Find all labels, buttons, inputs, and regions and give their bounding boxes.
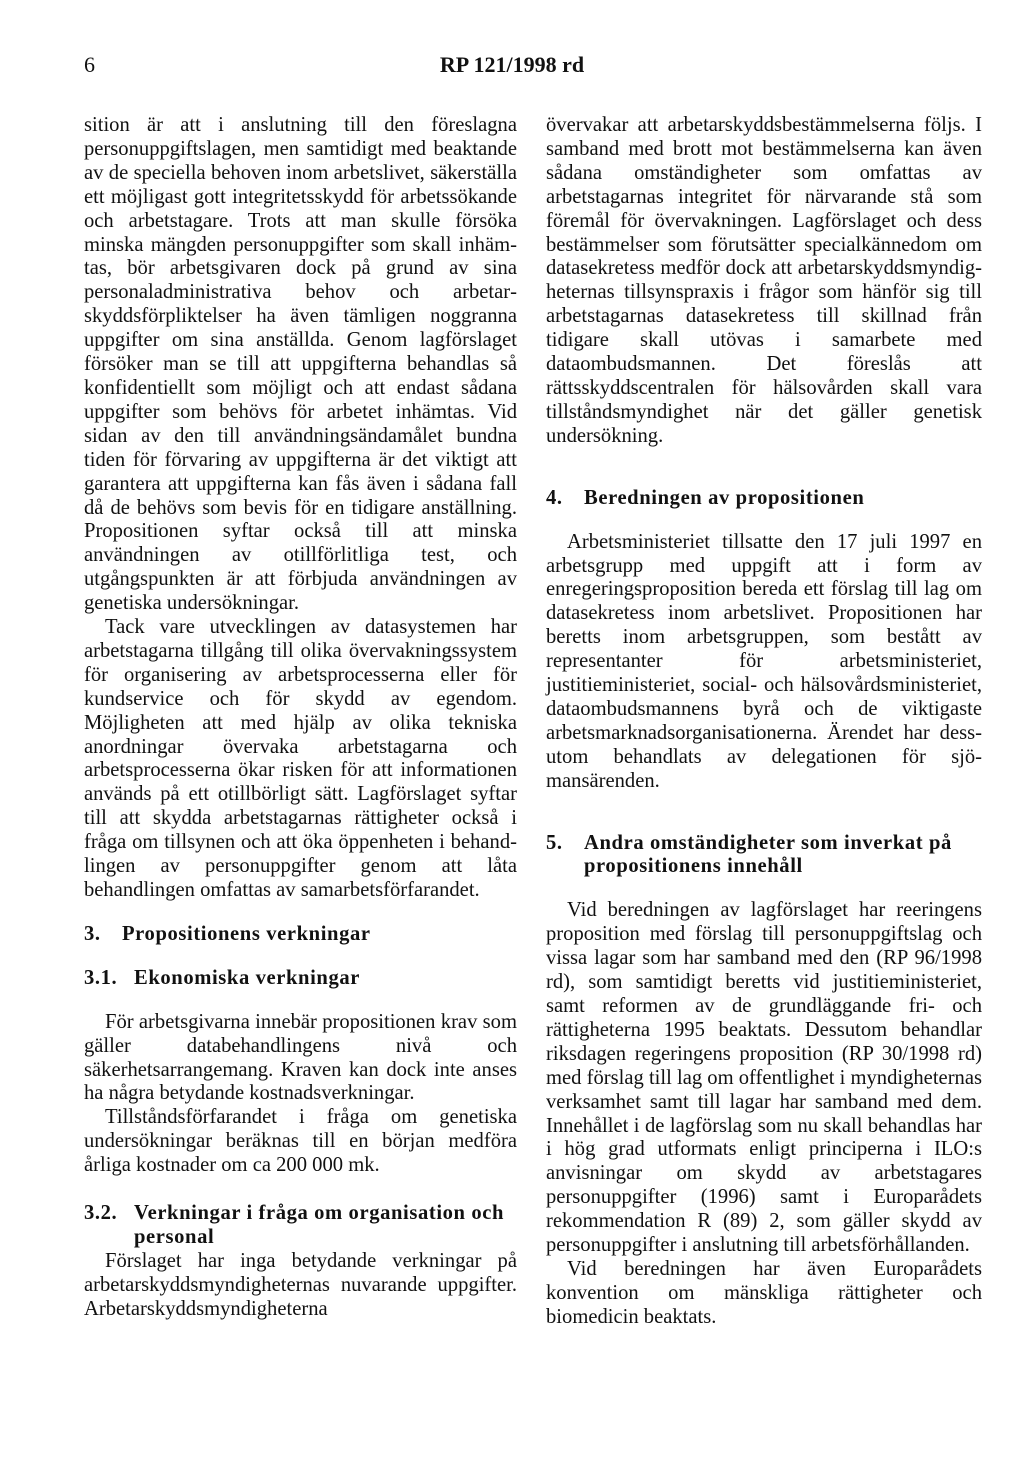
section-heading-5 [546, 832, 982, 880]
section-heading-3 [84, 923, 517, 947]
running-head: RP 121/1998 rd [439, 52, 585, 77]
section-number: 3. [84, 922, 101, 945]
section-number: 3.2. [84, 1202, 118, 1225]
paragraph: Tillståndsförfarandet i fråga om genetiska undersökningar beräknas till en början medföra årliga kostnader om ca 200 000 mk. [84, 1106, 517, 1177]
paragraph: övervakar att arbetarskyddsbestämmelserna följs. I samband med brott mot bestämmelserna kan även sådana omständigheter som omfattas av arbetstagarnas integritet för närvarande stå som föremål för övervakningen. Lagförslaget och dess bestämmelser som förutsätter specialkännedom om datasekretess medför dock att arbetarskyddsmyndigheternas tillsynspraxis i frågor som hänför sig till arbetstagarnas datasekretess till skillnad från tidigare skall utövas i samarbete med dataombudsmannen. Det föreslås att rättsskyddscentralen för hälsovården skall vara tillståndsmyndighet när det gäller genetisk undersökning. [546, 114, 982, 447]
section-title: Beredningen av propositionen [584, 486, 865, 509]
section-heading-3-1 [84, 967, 517, 991]
section-title: Ekonomiska verkningar [134, 966, 361, 989]
section-number: 4. [546, 486, 563, 509]
paragraph: Vid beredningen av lagförslaget har reeringens proposition med förslag till personuppgiftslag och vissa lagar som har samband med den (RP 96/1998 rd), som samtidigt beretts vid justitieministeriet, samt reformen av de grundläggande fri- och rättigheterna 1995 beaktats. Dessutom behandlar riksdagen regeringens proposition (RP 30/1998 rd) med förslag till lag om offentlighet i myndigheternas verksamhet samt till lagar har samband med dem. Innehållet i de lagförslag som nu skall behandlas har i hög grad utformats enligt principerna i ILO:s anvisningar om skydd av arbetstagares personuppgifter (1996) samt i Europarådets rekommendation R (89) 2, som gäller skydd av personuppgifter i anslutning till arbetsförhållanden. [546, 899, 982, 1257]
page-number: 6 [84, 52, 95, 77]
paragraph: För arbetsgivarna innebär propositionen krav som gäller databehandlingens nivå och säkerhetsarrangemang. Kraven kan dock inte anses ha några betydande kostnadsverkningar. [84, 1010, 517, 1105]
paragraph: Förslaget har inga betydande verkningar på arbetarskyddsmyndigheternas nuvarande uppgifter. Arbetarskyddsmyndigheterna [84, 1249, 517, 1320]
section-heading-3-2 [84, 1202, 517, 1250]
section-title: Propositionens verkningar [122, 922, 371, 945]
section-heading-4 [546, 487, 982, 511]
paragraph: Vid beredningen har även Europarådets konvention om mänskliga rättigheter och biomedicin beaktats. [546, 1257, 982, 1328]
paragraph: sition är att i anslutning till den föreslagna personuppgiftslagen, men samtidigt med beaktande av de speciella behoven inom arbetslivet, säkerställa ett möjligast gott integritetsskydd för arbetssökande och arbetstagare. Trots att man skulle försöka minska mängden personuppgifter som skall inhämtas, bör arbetsgivaren dock på grund av sina personaladministrativa behov och arbetarskyddsförpliktelser ha även tämligen noggranna uppgifter om sina anställda. Genom lagförslaget försöker man se till att uppgifterna behandlas så konfidentiellt som möjligt och att endast sådana uppgifter som behövs för arbetet inhämtas. Vid sidan av den till användningsändamålet bundna tiden för förvaring av uppgifterna är det viktigt att garantera att uppgifterna kan fås även i sådana fall då de behövs som bevis för en tidigare anställning. Propositionen syftar också till att minska användningen av otillförlitliga test, och utgångspunkten är att förbjuda användningen av genetiska undersökningar. [84, 114, 517, 615]
paragraph: Arbetsministeriet tillsatte den 17 juli 1997 en arbetsgrupp med uppgift att i form av enregeringsproposition bereda ett förslag till lag om datasekretess inom arbetslivet. Propositionen har beretts inom arbetsgruppen, som bestått av representanter för arbetsministeriet, justitieministeriet, social- och hälsovårdsministeriet, dataombudsmannens byrå och de viktigaste arbetsmarknadsorganisationerna. Ärendet har dessutom behandlats av delegationen för sjömansärenden. [546, 530, 982, 792]
section-number: 5. [546, 831, 563, 854]
paragraph: Tack vare utvecklingen av datasystemen har arbetstagarna tillgång till olika övervakningssystem för organisering av arbetsprocesserna eller för kundservice och för skydd av egendom. Möjligheten att med hjälp av olika tekniska anordningar övervaka arbetstagarna och arbetsprocesserna ökar risken för att informationen används på ett otillbörligt sätt. Lagförslaget syftar till att skydda arbetstagarnas rättigheter också i fråga om tillsynen och att öka öppenheten i behandlingen av personuppgifter genom att låta behandlingen omfattas av samarbetsförfarandet. [84, 616, 517, 901]
left-column [84, 114, 517, 1322]
section-number: 3.1. [84, 966, 118, 989]
section-title: Verkningar i fråga om organisation och personal [134, 1202, 505, 1248]
right-column [546, 114, 982, 1330]
section-title: Andra omständigheter som inverkat på propositionens innehåll [584, 831, 952, 878]
